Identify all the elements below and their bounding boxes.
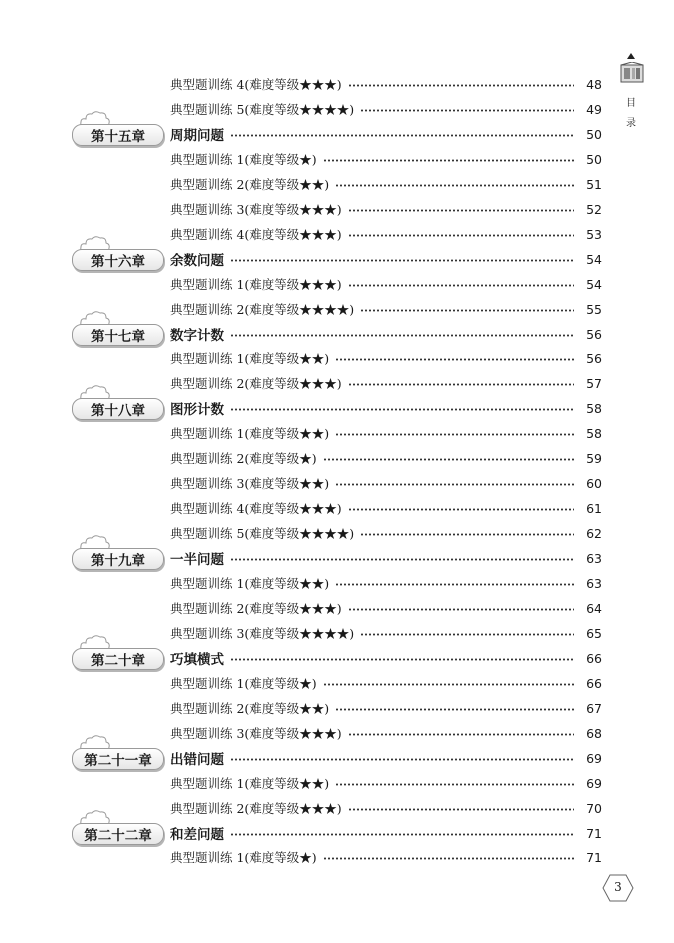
entry-page: 65 [586,625,602,641]
toc-entry[interactable] [170,697,602,719]
dot-leader [335,483,574,486]
chapter-label: 第十五章 [72,124,164,146]
chapter-label: 第十九章 [72,548,164,570]
entry-page: 49 [586,101,602,117]
toc-entry[interactable] [170,846,602,868]
entry-title: 典型题训练 2(难度等级★★★) [170,601,342,616]
entry-title: 典型题训练 3(难度等级★★) [170,476,330,491]
entry-title: 典型题训练 3(难度等级★★★) [170,202,342,217]
entry-title: 图形计数 [170,402,224,418]
toc-entry[interactable] [170,98,602,120]
dot-leader [348,284,574,287]
entry-page: 63 [586,575,602,591]
dot-leader [230,833,574,836]
entry-title: 典型题训练 3(难度等级★★★★) [170,626,355,641]
toc-entry[interactable] [170,572,602,594]
dot-leader [348,808,574,811]
entry-page: 70 [586,800,602,816]
entry-page: 50 [586,151,602,167]
chapter-badge [72,823,162,845]
dot-leader [335,708,574,711]
toc-entry[interactable] [170,447,602,469]
entry-page: 69 [586,775,602,791]
entry-title: 和差问题 [170,827,224,843]
entry-title: 典型题训练 4(难度等级★★★) [170,227,342,242]
entry-page: 67 [586,700,602,716]
entry-title: 典型题训练 1(难度等级★★) [170,576,330,591]
dot-leader [323,683,574,686]
dot-leader [348,383,574,386]
entry-title: 典型题训练 4(难度等级★★★) [170,501,342,516]
toc-entry[interactable] [170,772,602,794]
chapter-badge [72,648,162,670]
entry-title: 典型题训练 1(难度等级★★) [170,351,330,366]
dot-leader [360,109,574,112]
entry-page: 56 [586,350,602,366]
side-tab-label-1: 目 [626,98,636,109]
entry-title: 典型题训练 1(难度等级★★) [170,776,330,791]
entry-title: 典型题训练 2(难度等级★★) [170,177,330,192]
entry-page: 52 [586,201,602,217]
dot-leader [230,134,574,137]
dot-leader [335,358,574,361]
chapter-label: 第二十一章 [72,748,164,770]
dot-leader [230,658,574,661]
entry-page: 55 [586,301,602,317]
entry-page: 60 [586,475,602,491]
chapter-entry[interactable] [170,547,602,569]
entry-page: 66 [586,675,602,691]
chapter-badge [72,748,162,770]
entry-title: 典型题训练 1(难度等级★) [170,676,317,691]
entry-page: 54 [586,251,602,267]
chapter-entry[interactable] [170,822,602,844]
chapter-entry[interactable] [170,647,602,669]
entry-title: 典型题训练 2(难度等级★★★) [170,801,342,816]
dot-leader [360,633,574,636]
chapter-badge [72,324,162,346]
dot-leader [230,334,574,337]
chapter-label: 第十六章 [72,249,164,271]
entry-title: 典型题训练 5(难度等级★★★★) [170,526,355,541]
dot-leader [335,433,574,436]
toc-entry[interactable] [170,497,602,519]
chapter-entry[interactable] [170,323,602,345]
chapter-entry[interactable] [170,248,602,270]
dot-leader [348,508,574,511]
dot-leader [335,184,574,187]
entry-page: 61 [586,500,602,516]
entry-page: 54 [586,276,602,292]
entry-title: 典型题训练 1(难度等级★★) [170,426,330,441]
dot-leader [230,558,574,561]
dot-leader [348,209,574,212]
toc-entry[interactable] [170,472,602,494]
entry-title: 典型题训练 2(难度等级★) [170,451,317,466]
toc-entry[interactable] [170,797,602,819]
toc-entry[interactable] [170,372,602,394]
toc-entry[interactable] [170,173,602,195]
page-number [602,874,634,902]
entry-title: 周期问题 [170,128,224,144]
entry-page: 48 [586,76,602,92]
entry-page: 64 [586,600,602,616]
entry-title: 典型题训练 2(难度等级★★★) [170,376,342,391]
entry-page: 57 [586,375,602,391]
entry-title: 巧填横式 [170,652,224,668]
entry-title: 一半问题 [170,552,224,568]
entry-title: 典型题训练 1(难度等级★) [170,850,317,865]
chapter-label: 第十八章 [72,398,164,420]
entry-page: 68 [586,725,602,741]
entry-page: 63 [586,550,602,566]
up-arrow-icon [627,53,635,59]
entry-page: 62 [586,525,602,541]
dot-leader [348,234,574,237]
dot-leader [323,159,574,162]
entry-page: 53 [586,226,602,242]
dot-leader [360,533,574,536]
entry-page: 69 [586,750,602,766]
dot-leader [360,309,574,312]
chapter-label: 第二十二章 [72,823,164,845]
entry-title: 典型题训练 2(难度等级★★★★) [170,302,355,317]
dot-leader [348,733,574,736]
chapter-label: 第十七章 [72,324,164,346]
dot-leader [323,458,574,461]
toc-entry[interactable] [170,73,602,95]
chapter-badge [72,124,162,146]
toc-entry[interactable] [170,672,602,694]
toc-entry[interactable] [170,148,602,170]
dot-leader [335,583,574,586]
toc-entry[interactable] [170,198,602,220]
page-number-text: 3 [614,880,622,894]
toc-entry[interactable] [170,223,602,245]
book-icon [620,62,644,84]
entry-page: 58 [586,425,602,441]
entry-title: 典型题训练 3(难度等级★★★) [170,726,342,741]
entry-title: 出错问题 [170,752,224,768]
chapter-label: 第二十章 [72,648,164,670]
entry-title: 数字计数 [170,328,224,344]
entry-title: 典型题训练 5(难度等级★★★★) [170,102,355,117]
dot-leader [335,783,574,786]
toc-entry[interactable] [170,347,602,369]
entry-page: 58 [586,400,602,416]
toc-entry[interactable] [170,622,602,644]
dot-leader [323,857,574,860]
side-tab-label-2: 录 [626,118,636,129]
entry-page: 71 [586,825,602,841]
entry-page: 59 [586,450,602,466]
dot-leader [348,608,574,611]
dot-leader [230,408,574,411]
dot-leader [230,758,574,761]
side-tab[interactable] [616,48,648,138]
entry-page: 50 [586,126,602,142]
chapter-entry[interactable] [170,397,602,419]
entry-page: 71 [586,849,602,865]
chapter-badge [72,249,162,271]
entry-title: 典型题训练 1(难度等级★★★) [170,277,342,292]
dot-leader [348,84,574,87]
chapter-badge [72,548,162,570]
toc-entry[interactable] [170,522,602,544]
toc-entry[interactable] [170,273,602,295]
toc-entry[interactable] [170,298,602,320]
entry-title: 典型题训练 2(难度等级★★) [170,701,330,716]
entry-title: 典型题训练 1(难度等级★) [170,152,317,167]
entry-page: 51 [586,176,602,192]
entry-title: 典型题训练 4(难度等级★★★) [170,77,342,92]
chapter-entry[interactable] [170,123,602,145]
chapter-entry[interactable] [170,747,602,769]
entry-page: 56 [586,326,602,342]
chapter-badge [72,398,162,420]
toc-entry[interactable] [170,422,602,444]
dot-leader [230,259,574,262]
entry-page: 66 [586,650,602,666]
toc-entry[interactable] [170,722,602,744]
toc-entry[interactable] [170,597,602,619]
entry-title: 余数问题 [170,253,224,269]
